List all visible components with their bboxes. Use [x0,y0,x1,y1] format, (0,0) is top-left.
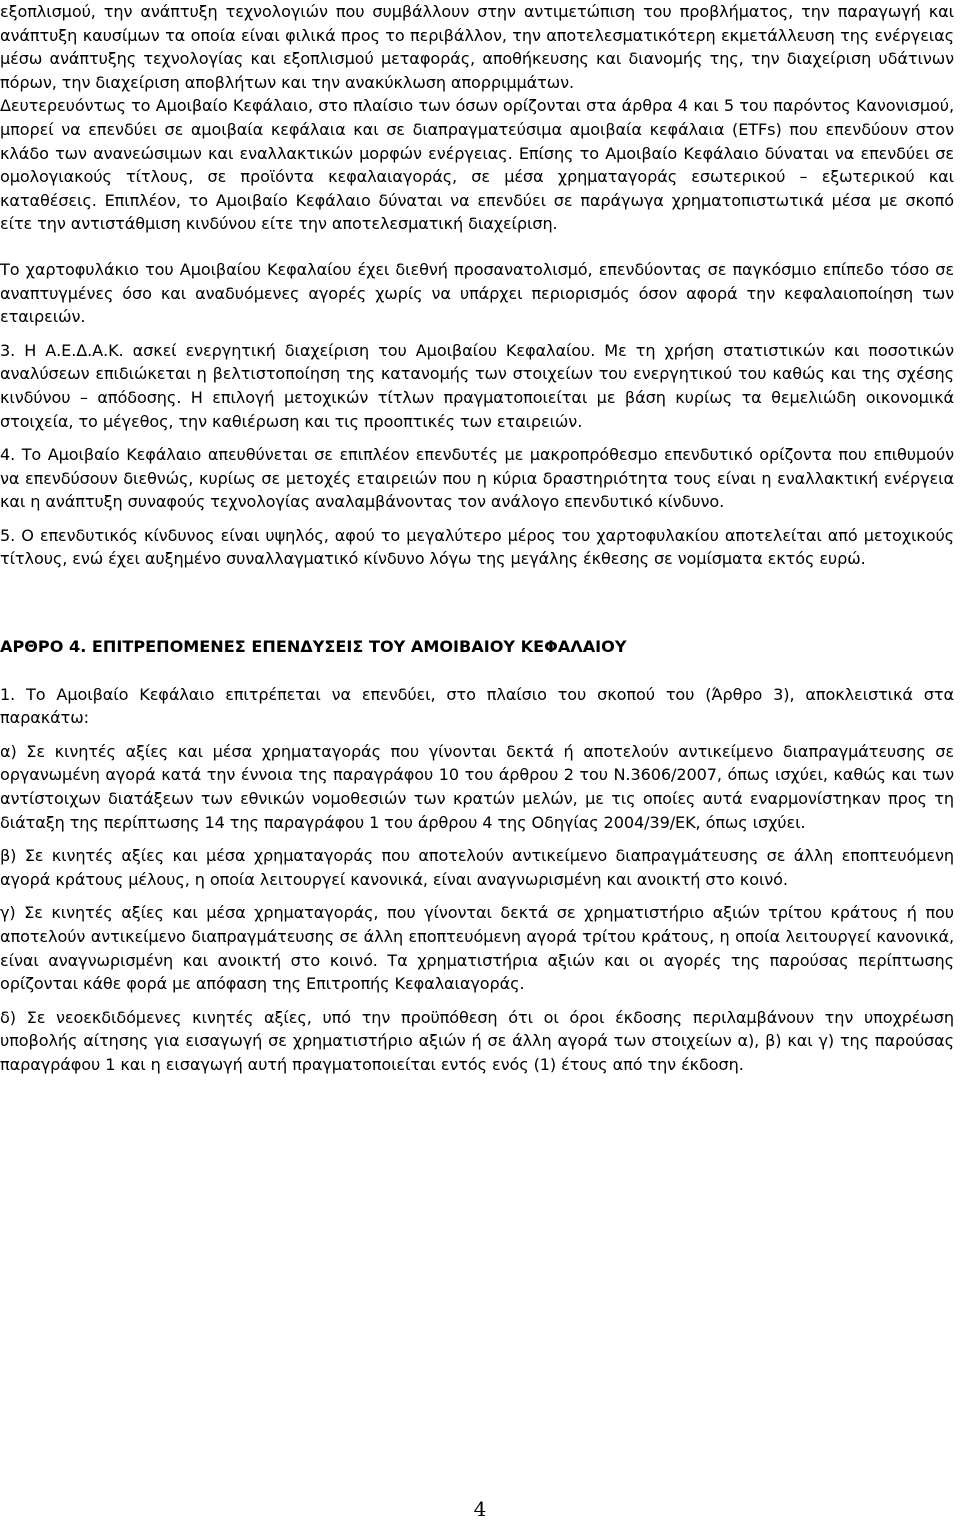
paragraph-item-5: 5. Ο επενδυτικός κίνδυνος είναι υψηλός, αφού το μεγαλύτερο μέρος του χαρτοφυλακίου αποτελείται από μετοχικούς τίτλους, ενώ έχει αυξημένο συναλλαγματικό κίνδυνο λόγω της μεγάλης έκθεσης σε νομίσματα εκτός ευρώ. [0,525,954,569]
article-paragraph-a: α) Σε κινητές αξίες και μέσα χρηματαγοράς που γίνονται δεκτά ή αποτελούν αντικείμενο διαπραγμάτευσης σε οργανωμένη αγορά κατά την έννοια της παραγράφου 10 του άρθρου 2 του Ν.3606/2007, όπως ισχύει, καθώς και των αντίστοιχων διατάξεων των εθνικών νομοθεσιών των κρατών μελών, με τις οποίες αυτά εναρμονίστηκαν προς τη διάταξη της περίπτωσης 14 της παραγράφου 1 του άρθρου 4 της Οδηγίας 2004/39/ΕΚ, όπως ισχύει. [0,741,954,832]
page-number: 4 [473,1497,487,1521]
article-heading: ΑΡΘΡΟ 4. ΕΠΙΤΡΕΠΟΜΕΝΕΣ ΕΠΕΝΔΥΣΕΙΣ ΤΟΥ ΑΜΟΙΒΑΙΟΥ ΚΕΦΑΛΑΙΟΥ [0,637,627,657]
article-paragraph-1: 1. Το Αμοιβαίο Κεφάλαιο επιτρέπεται να επενδύει, στο πλαίσιο του σκοπού του (Άρθρο 3), αποκλειστικά στα παρακάτω: [0,684,954,728]
paragraph-secondary-investments: Δευτερευόντως το Αμοιβαίο Κεφάλαιο, στο πλαίσιο των όσων ορίζονται στα άρθρα 4 και 5 του παρόντος Κανονισμού, μπορεί να επενδύει σε αμοιβαία κεφάλαια και σε διαπραγματεύσιμα αμοιβαία κεφάλαια (ETFs) που επενδύουν στον κλάδο των ανανεώσιμων και εναλλακτικών μορφών ενέργειας. Επίσης το Αμοιβαίο Κεφάλαιο δύναται να επενδύει σε ομολογιακούς τίτλους, σε προϊόντα κεφαλαιαγοράς, σε μέσα χρηματαγοράς εσωτερικού – εξωτερικού και καταθέσεις. Επιπλέον, το Αμοιβαίο Κεφάλαιο δύναται να επενδύει σε παράγωγα χρηματοπιστωτικά μέσα με σκοπό είτε την αντιστάθμιση κινδύνου είτε την αποτελεσματική διαχείριση. [0,96,954,234]
paragraph-item-4: 4. Το Αμοιβαίο Κεφάλαιο απευθύνεται σε επιπλέον επενδυτές με μακροπρόθεσμο επενδυτικό ορίζοντα που επιθυμούν να επενδύσουν διεθνώς, κυρίως σε μετοχές εταιρειών που η κύρια δραστηριότητα τους είναι η εναλλακτική ενέργεια και η ανάπτυξη συναφούς τεχνολογίας αναλαμβάνοντας τον ανάλογο επενδυτικό κίνδυνο. [0,445,954,512]
paragraph-item-3: 3. Η Α.Ε.Δ.Α.Κ. ασκεί ενεργητική διαχείριση του Αμοιβαίου Κεφαλαίου. Με τη χρήση στατιστικών και ποσοτικών αναλύσεων επιδιώκεται η βελτιστοποίηση της κατανομής των στοιχείων του ενεργητικού του καθώς και της σχέσης κινδύνου – απόδοσης. Η επιλογή μετοχικών τίτλων πραγματοποιείται με βάση κυρίως τα θεμελιώδη οικονομικά στοιχεία, το μέγεθος, την καθιέρωση και τις προοπτικές των εταιρειών. [0,340,954,431]
article-paragraph-b: β) Σε κινητές αξίες και μέσα χρηματαγοράς που αποτελούν αντικείμενο διαπραγμάτευσης σε άλλη εποπτευόμενη αγορά κράτους μέλους, η οποία λειτουργεί κανονικά, είναι αναγνωρισμένη και ανοικτή στο κοινό. [0,846,954,889]
paragraph-portfolio-orientation: Το χαρτοφυλάκιο του Αμοιβαίου Κεφαλαίου έχει διεθνή προσανατολισμό, επενδύοντας σε παγκόσμιο επίπεδο τόσο σε αναπτυγμένες όσο και αναδυόμενες αγορές χωρίς να υπάρχει περιορισμός όσον αφορά την κεφαλαιοποίηση των εταιρειών. [0,259,954,327]
paragraph-continuation: εξοπλισμού, την ανάπτυξη τεχνολογιών που συμβάλλουν στην αντιμετώπιση του προβλήματος, την παραγωγή και ανάπτυξη καυσίμων τα οποία είναι φιλικά προς το περιβάλλον, την αποτελεσματικότερη εκμετάλλευση της ενέργειας μέσω ανάπτυξης τεχνολογίας και εξοπλισμού μεταφοράς, αποθήκευσης και διανομής της, την διαχείριση υδάτινων πόρων, την διαχείριση αποβλήτων και την ανακύκλωση απορριμμάτων. [0,2,954,92]
article-paragraph-d: δ) Σε νεοεκδιδόμενες κινητές αξίες, υπό την προϋπόθεση ότι οι όροι έκδοσης περιλαμβάνουν την υποχρέωση υποβολής αίτησης για εισαγωγή σε χρηματιστήριο αξιών ή σε άλλη αγορά των στοιχείων α), β) και γ) της παρούσας παραγράφου 1 και η εισαγωγή αυτή πραγματοποιείται εντός ενός (1) έτους από την έκδοση. [0,1007,954,1074]
article-paragraph-c: γ) Σε κινητές αξίες και μέσα χρηματαγοράς, που γίνονται δεκτά σε χρηματιστήριο αξιών τρίτου κράτους ή που αποτελούν αντικείμενο διαπραγμάτευσης σε άλλη εποπτευόμενη αγορά τρίτου κράτους, η οποία λειτουργεί κανονικά, είναι αναγνωρισμένη και ανοικτή στο κοινό. Τα χρηματιστήρια αξιών και οι αγορές της παρούσας περίπτωσης ορίζονται κάθε φορά με απόφαση της Επιτροπής Κεφαλαιαγοράς. [0,903,954,994]
